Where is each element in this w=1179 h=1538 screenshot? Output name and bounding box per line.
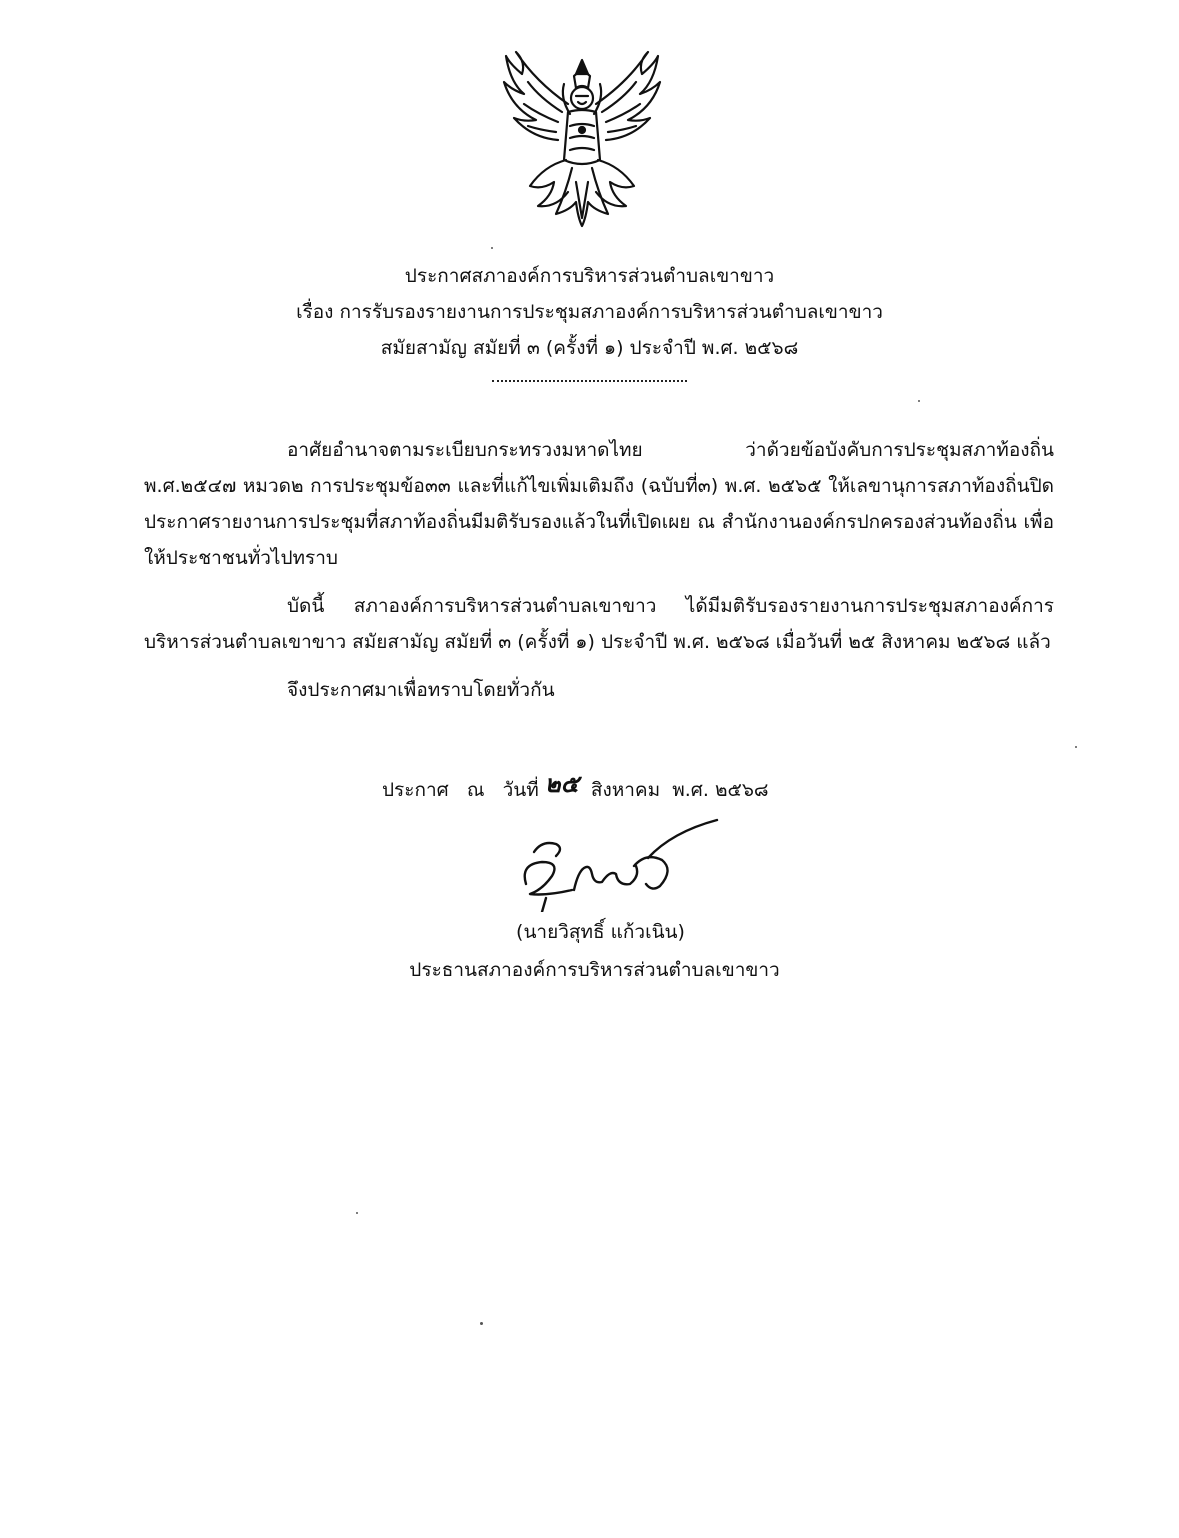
handwritten-signature — [512, 812, 727, 912]
scan-speck — [1075, 746, 1077, 748]
announcement-session: สมัยสามัญ สมัยที่ ๓ (ครั้งที่ ๑) ประจำปี พ.ศ. ๒๕๖๘ — [380, 337, 799, 359]
scan-speck — [918, 400, 920, 402]
garuda-emblem — [496, 42, 668, 232]
announcement-body — [144, 432, 1054, 708]
paragraph-resolution: บัดนี้ สภาองค์การบริหารส่วนตำบลเขาขาว ได้มีมติรับรองรายงานการประชุมสภาองค์การบริหารส่วนตำบลเขาขาว สมัยสามัญ สมัยที่ ๓ (ครั้งที่ ๑) ประจำปี พ.ศ. ๒๕๖๘ เมื่อวันที่ ๒๕ สิงหาคม ๒๕๖๘ แล้ว — [144, 595, 1054, 653]
signer-name: (นายวิสุทธิ์ แก้วเนิน) — [516, 921, 685, 943]
announcement-subject: เรื่อง การรับรองรายงานการประชุมสภาองค์การบริหารส่วนตำบลเขาขาว — [296, 301, 883, 323]
scan-speck — [491, 247, 493, 249]
announcement-title: ประกาศสภาองค์การบริหารส่วนตำบลเขาขาว — [404, 265, 775, 287]
date-prefix: ประกาศ ณ วันที่ — [382, 779, 545, 801]
announcement-header — [0, 258, 1179, 382]
dotted-separator — [492, 370, 687, 382]
date-suffix: สิงหาคม พ.ศ. ๒๕๖๘ — [578, 779, 769, 801]
announcement-date — [382, 770, 769, 808]
scan-speck — [356, 1212, 358, 1214]
scan-speck — [480, 1322, 483, 1325]
signer-title: ประธานสภาองค์การบริหารส่วนตำบลเขาขาว — [409, 959, 780, 981]
paragraph-authority: อาศัยอำนาจตามระเบียบกระทรวงมหาดไทย ว่าด้วยข้อบังคับการประชุมสภาท้องถิ่น พ.ศ.๒๕๔๗ หมวด๒ การประชุมข้อ๓๓ และที่แก้ไขเพิ่มเติมถึง (ฉบับที่๓) พ.ศ. ๒๕๖๕ ให้เลขานุการสภาท้องถิ่นปิดประกาศรายงานการประชุมที่สภาท้องถิ่นมีมติรับรองแล้วในที่เปิดเผย ณ สำนักงานองค์กรปกครองส่วนท้องถิ่น เพื่อให้ประชาชนทั่วไปทราบ — [144, 439, 1054, 569]
closing-statement: จึงประกาศมาเพื่อทราบโดยทั่วกัน — [287, 679, 555, 701]
handwritten-day: ๒๕ — [544, 769, 579, 798]
